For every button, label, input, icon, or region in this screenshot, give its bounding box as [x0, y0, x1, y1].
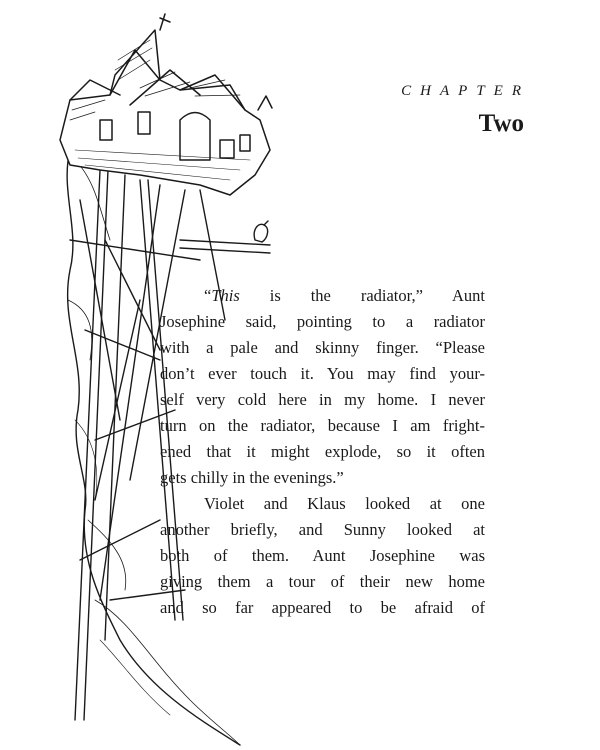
text-line: another briefly, and Sunny looked at [160, 520, 485, 539]
chapter-label: CHAPTER [401, 83, 530, 99]
text-line: ened that it might explode, so it often [160, 442, 485, 461]
bird [254, 221, 268, 242]
text-line: gets chilly in the evenings.” [160, 468, 344, 487]
text-line: with a pale and skinny finger. “Please [160, 338, 485, 357]
text-line: turn on the radiator, because I am fright- [160, 416, 485, 435]
text-line: Josephine said, pointing to a radiator [160, 312, 485, 331]
house [60, 14, 272, 195]
text-line: self very cold here in my home. I never [160, 390, 485, 409]
chapter-title: Two [478, 110, 524, 137]
text-line: both of them. Aunt Josephine was [160, 546, 485, 565]
passage-text [160, 283, 485, 621]
text-line: don’t ever touch it. You may find your- [160, 364, 485, 383]
text-line: Violet and Klaus looked at one [204, 494, 485, 513]
text-line: “This is the radiator,” Aunt [204, 286, 485, 305]
text-line: giving them a tour of their new home [160, 572, 485, 591]
text-line: and so far appeared to be afraid of [160, 598, 485, 617]
emphasized-word: This [211, 286, 240, 305]
